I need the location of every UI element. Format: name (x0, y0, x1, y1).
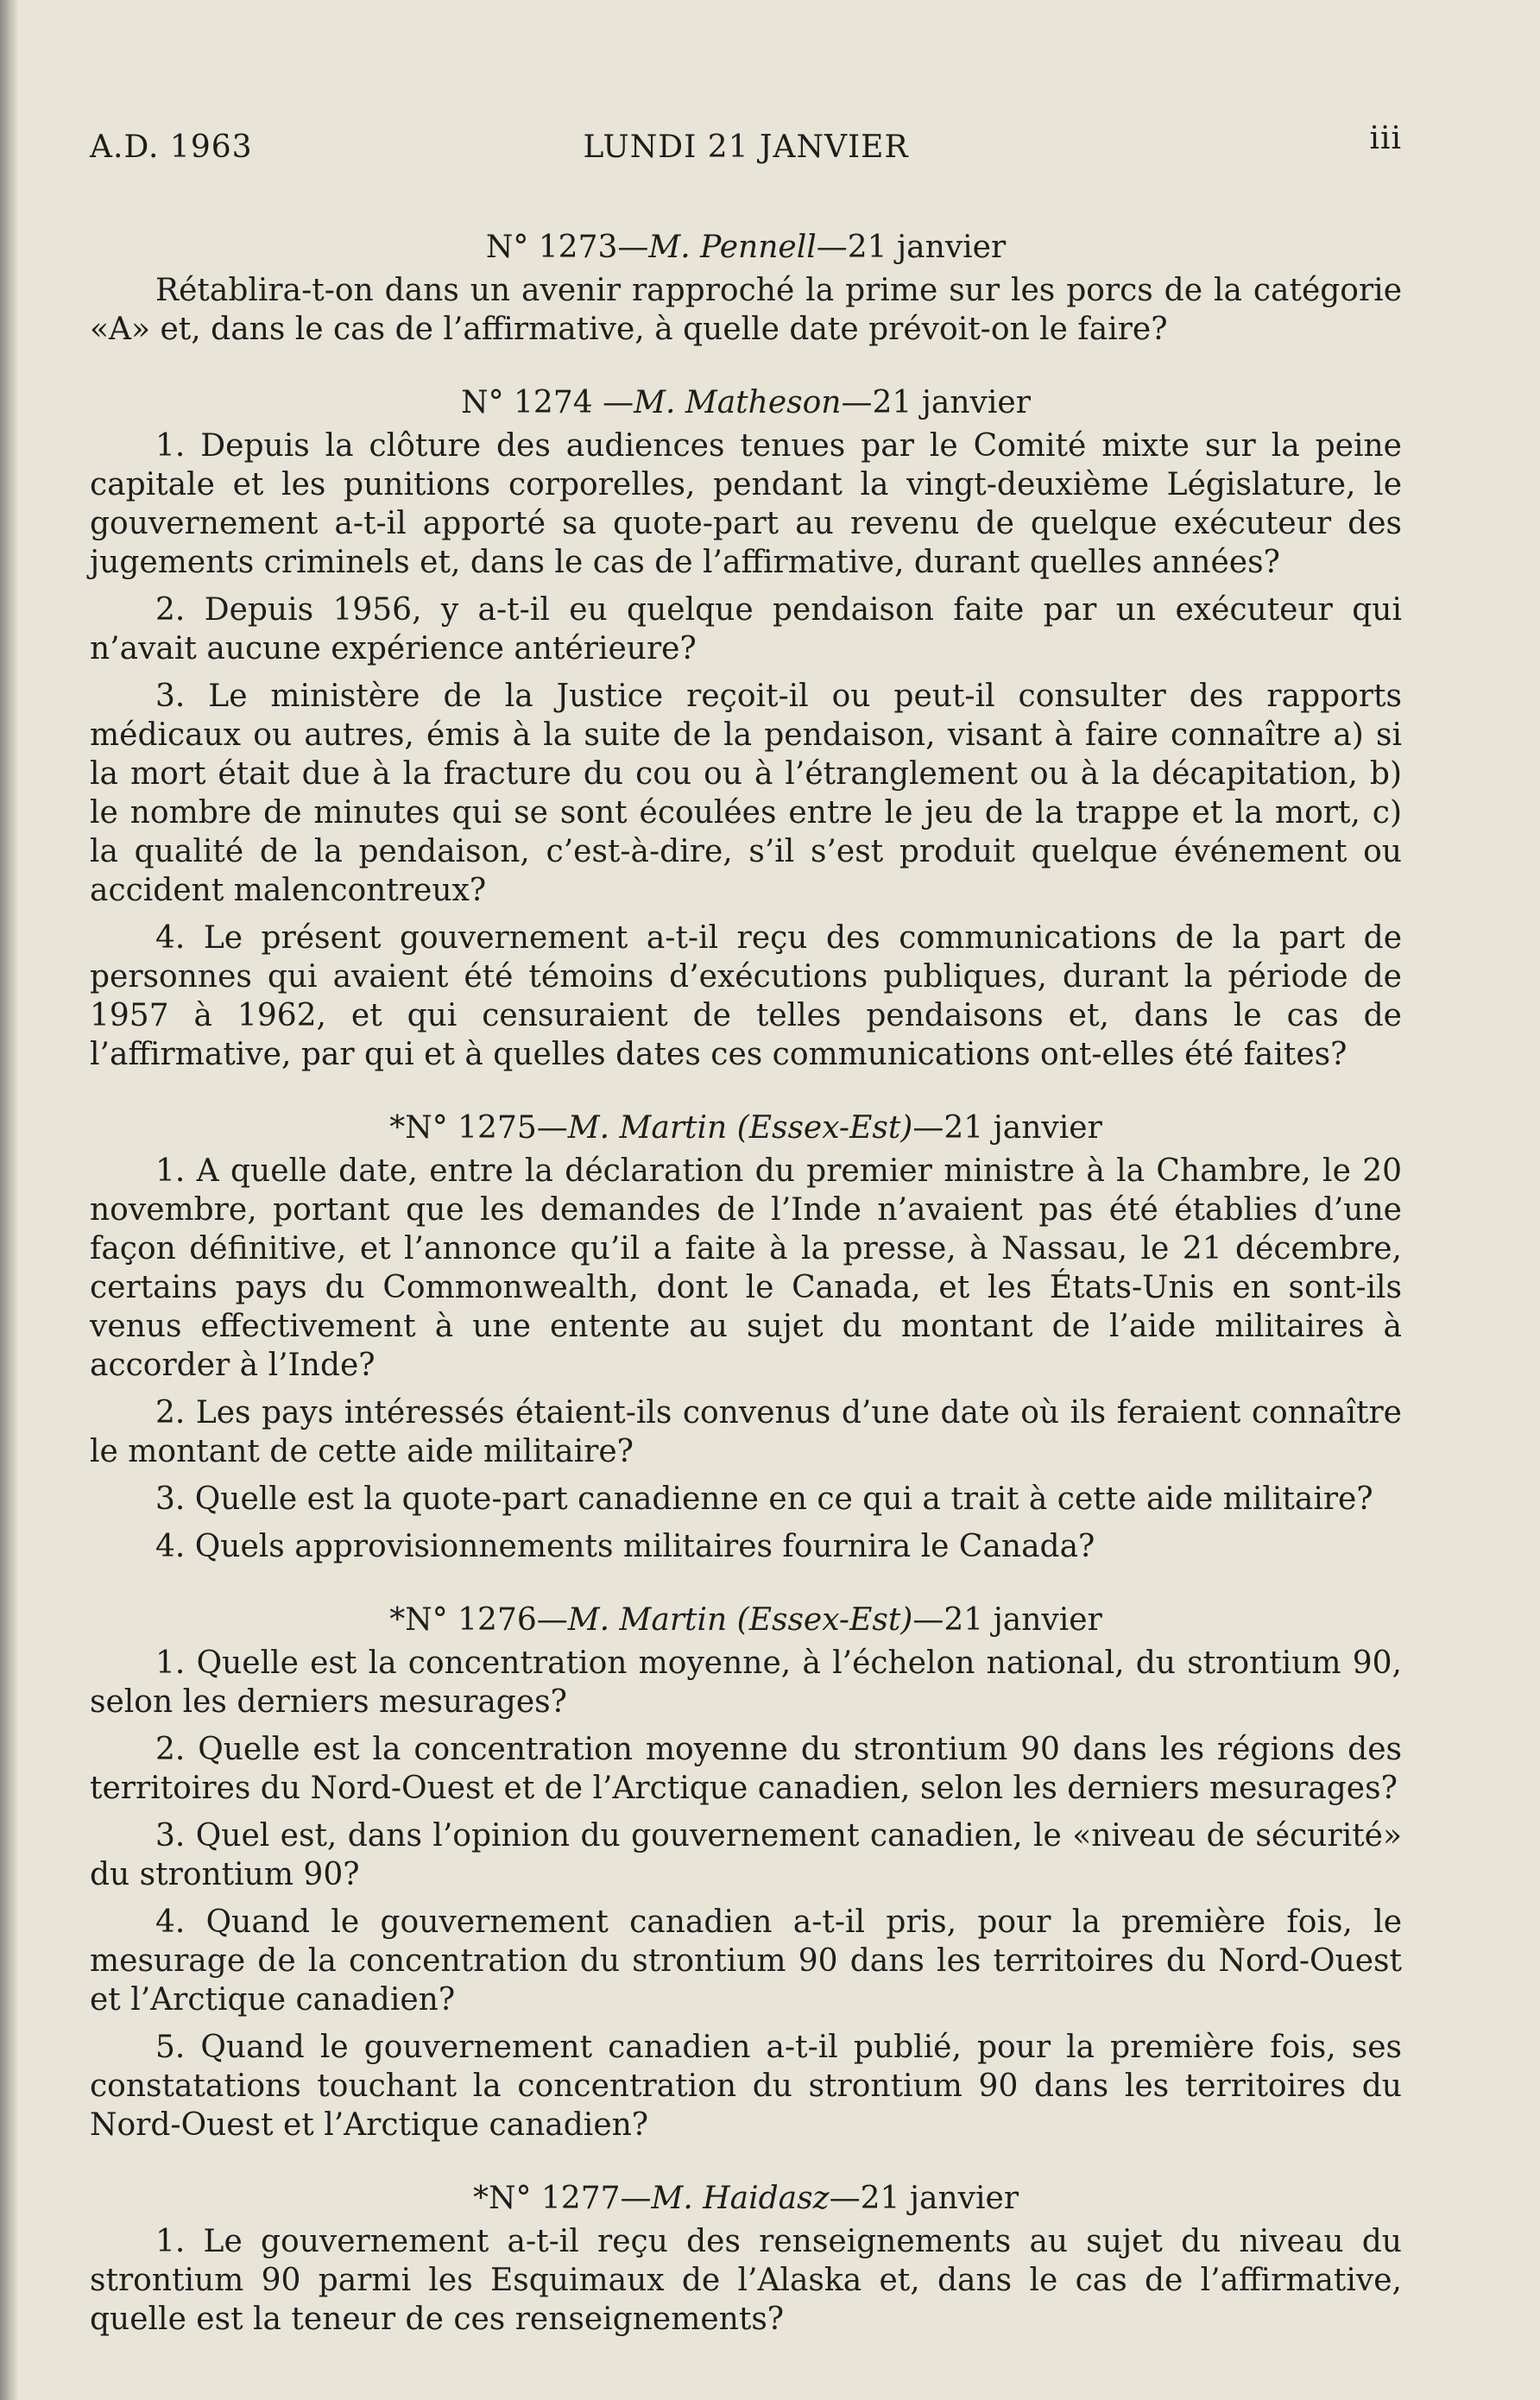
question-paragraph: 2. Quelle est la concentration moyenne du strontium 90 dans les régions des territoires du Nord-Ouest et de l’Arctique canadien, selon les derniers mesurages? (90, 1732, 1402, 1806)
question-number: N° 1277 (488, 2181, 621, 2216)
question-date: 21 janvier (944, 1110, 1102, 1146)
question-paragraph: 3. Quelle est la quote-part canadienne en ce qui a trait à cette aide militaire? (155, 1481, 1373, 1517)
question-prefix: * (389, 1110, 406, 1146)
header-year: A.D. 1963 (90, 129, 253, 165)
heading-separator: — (536, 1602, 568, 1638)
question-number: N° 1275 (405, 1110, 537, 1146)
heading-separator: — (829, 2181, 861, 2216)
question-date: 21 janvier (944, 1602, 1102, 1638)
question-number: N° 1274 (461, 385, 603, 420)
question-heading (90, 2179, 1402, 2219)
question-paragraph: Rétablira-t-on dans un avenir rapproché la prime sur les porcs de la catégorie «A» et, dans le cas de l’affirmative, à quelle date prévoit-on le faire? (90, 273, 1402, 347)
question-1274 (90, 383, 1402, 1074)
question-paragraph: 1. Le gouvernement a-t-il reçu des renseignements au sujet du niveau du strontium 90 parmi les Esquimaux de l’Alaska et, dans le cas de l’affirmative, quelle est la teneur de ces renseignements? (90, 2224, 1402, 2337)
question-paragraph: 2. Les pays intéressés étaient-ils convenus d’une date où ils feraient connaître le montant de cette aide militaire? (90, 1395, 1402, 1469)
question-date: 21 janvier (847, 230, 1007, 265)
heading-separator: — (912, 1110, 944, 1146)
question-member: M. Martin (Essex-Est) (567, 1110, 913, 1146)
question-heading (90, 383, 1402, 423)
question-paragraph: 5. Quand le gouvernement canadien a-t-il publié, pour la première fois, ses constatations touchant la concentration du strontium 90 dans les territoires du Nord-Ouest et l’Arctique canadien? (90, 2030, 1402, 2143)
header-page-number: iii (1369, 121, 1402, 156)
question-member: M. Matheson (634, 385, 842, 420)
heading-separator: — (912, 1602, 944, 1638)
question-prefix: * (389, 1602, 406, 1638)
question-paragraph: 1. Depuis la clôture des audiences tenues par le Comité mixte sur la peine capitale et les punitions corporelles, pendant la vingt-deuxième Législature, le gouvernement a-t-il apporté sa quote-part au revenu de quelque exécuteur des jugements criminels et, dans le cas de l’affirmative, durant quelles années? (90, 428, 1402, 580)
page-binding-edge (0, 0, 19, 2400)
question-paragraph: 1. Quelle est la concentration moyenne, à l’échelon national, du strontium 90, selon les derniers mesurages? (90, 1645, 1402, 1720)
question-paragraph: 4. Quels approvisionnements militaires fournira le Canada? (155, 1529, 1095, 1564)
question-date: 21 janvier (872, 385, 1031, 420)
heading-separator: — (816, 230, 848, 265)
heading-separator: — (620, 2181, 652, 2216)
question-member: M. Martin (Essex-Est) (567, 1602, 913, 1638)
question-paragraph: 4. Quand le gouvernement canadien a-t-il pris, pour la première fois, le mesurage de la concentration du strontium 90 dans les territoires du Nord-Ouest et l’Arctique canadien? (90, 1904, 1402, 2018)
question-heading (90, 1108, 1402, 1148)
question-heading (90, 1601, 1402, 1640)
running-header (90, 121, 1402, 173)
question-prefix: * (472, 2181, 489, 2216)
heading-separator: — (603, 385, 634, 420)
question-1277 (90, 2179, 1402, 2339)
question-paragraph: 4. Le présent gouvernement a-t-il reçu des communications de la part de personnes qui avaient été témoins d’exécutions publiques, durant la période de 1957 à 1962, et qui censuraient de telles pendaisons et, dans le cas de l’affirmative, par qui et à quelles dates ces communications ont-elles été faites? (90, 920, 1402, 1072)
document-page (90, 121, 1402, 2347)
heading-separator: — (536, 1110, 568, 1146)
question-date: 21 janvier (860, 2181, 1019, 2216)
question-1273 (90, 228, 1402, 349)
question-paragraph: 3. Quel est, dans l’opinion du gouvernement canadien, le «niveau de sécurité» du strontium 90? (90, 1818, 1402, 1892)
question-paragraph: 1. A quelle date, entre la déclaration du premier ministre à la Chambre, le 20 novembre, portant que les demandes de l’Inde n’avaient pas été établies d’une façon définitive, et l’annonce qu’il a faite à la presse, à Nassau, le 21 décembre, certains pays du Commonwealth, dont le Canada, et les États-Unis en sont-ils venus effectivement à une entente au sujet du montant de l’aide militaires à accorder à l’Inde? (90, 1153, 1402, 1383)
question-member: M. Haidasz (651, 2181, 830, 2216)
question-member: M. Pennell (648, 230, 817, 265)
question-number: N° 1276 (405, 1602, 537, 1638)
question-paragraph: 2. Depuis 1956, y a-t-il eu quelque pendaison faite par un exécuteur qui n’avait aucune expérience antérieure? (90, 592, 1402, 666)
question-paragraph: 3. Le ministère de la Justice reçoit-il ou peut-il consulter des rapports médicaux ou autres, émis à la suite de la pendaison, visant à faire connaître a) si la mort était due à la fracture du cou ou à l’étranglement ou à la décapitation, b) le nombre de minutes qui se sont écoulées entre le jeu de la trappe et la mort, c) la qualité de la pendaison, c’est-à-dire, s’il s’est produit quelque événement ou accident malencontreux? (90, 679, 1402, 908)
question-1275 (90, 1108, 1402, 1566)
heading-separator: — (841, 385, 873, 420)
question-1276 (90, 1601, 1402, 2144)
question-heading (90, 228, 1402, 268)
question-number: N° 1273 (485, 230, 618, 265)
heading-separator: — (617, 230, 649, 265)
header-date: LUNDI 21 JANVIER (583, 129, 909, 165)
